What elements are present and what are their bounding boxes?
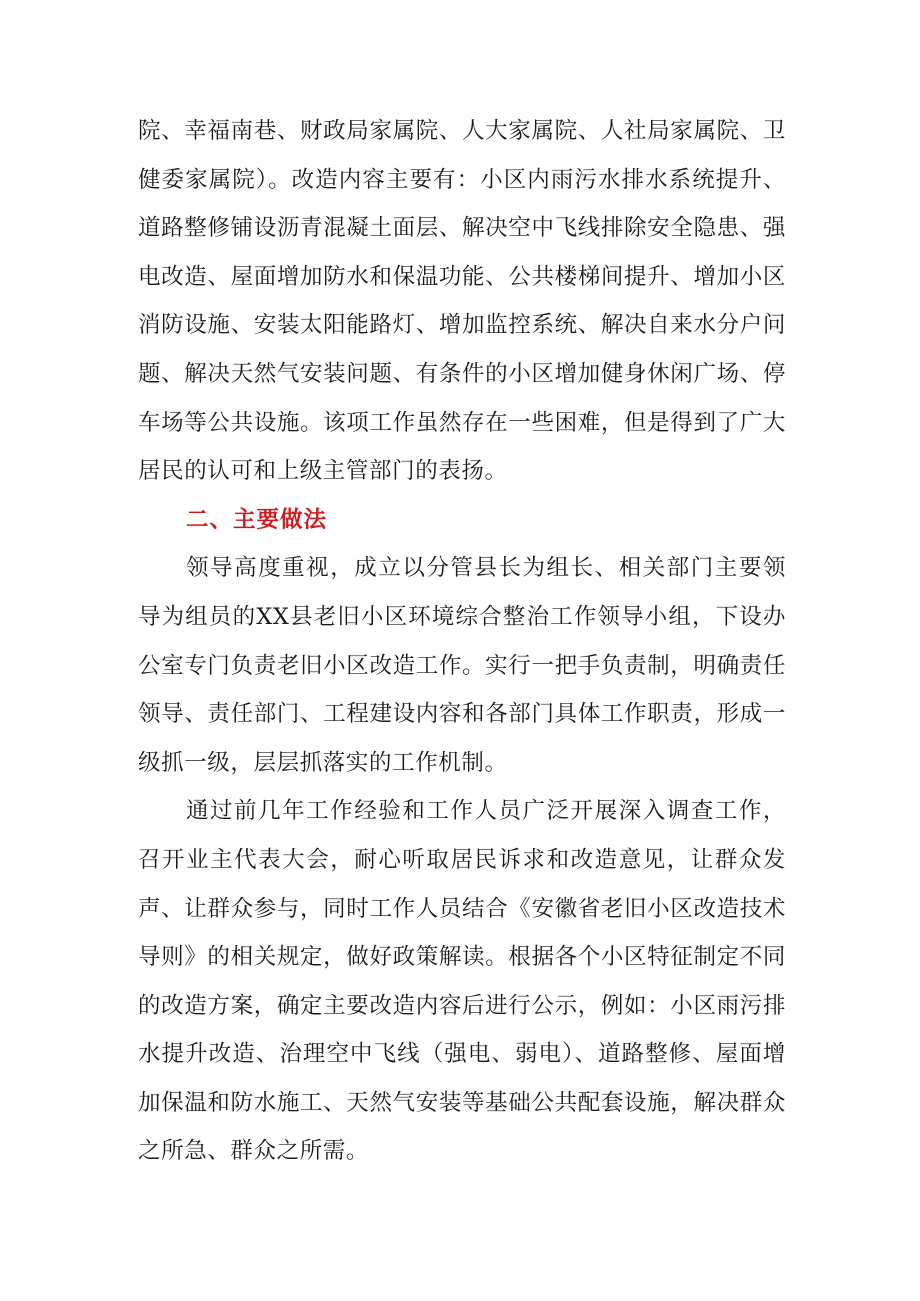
paragraph-continuation: 院、幸福南巷、财政局家属院、人大家属院、人社局家属院、卫健委家属院）。改造内容主要有：小区内雨污水排水系统提升、道路整修铺设沥青混凝土面层、解决空中飞线排除安全隐患、强电改造、屋面增加防水和保温功能、公共楼梯间提升、增加小区消防设施、安装太阳能路灯、增加监控系统、解决自来水分户问题、解决天然气安装问题、有条件的小区增加健身休闲广场、停车场等公共设施。该项工作虽然存在一些困难，但是得到了广大居民的认可和上级主管部门的表扬。 xyxy=(138,118,786,485)
document-body xyxy=(138,107,786,1176)
section-heading: 二、主要做法 xyxy=(186,506,328,533)
paragraph-survey: 通过前几年工作经验和工作人员广泛开展深入调查工作，召开业主代表大会，耐心听取居民诉求和改造意见，让群众发声、让群众参与，同时工作人员结合《安徽省老旧小区改造技术导则》的相关规定，做好政策解读。根据各个小区特征制定不同的改造方案，确定主要改造内容后进行公示，例如：小区雨污排水提升改造、治理空中飞线（强电、弱电）、道路整修、屋面增加保温和防水施工、天然气安装等基础公共配套设施，解决群众之所急、群众之所需。 xyxy=(138,798,786,1165)
paragraph-leadership: 领导高度重视，成立以分管县长为组长、相关部门主要领导为组员的XX县老旧小区环境综合整治工作领导小组，下设办公室专门负责老旧小区改造工作。实行一把手负责制，明确责任领导、责任部门、工程建设内容和各部门具体工作职责，形成一级抓一级，层层抓落实的工作机制。 xyxy=(138,555,786,776)
